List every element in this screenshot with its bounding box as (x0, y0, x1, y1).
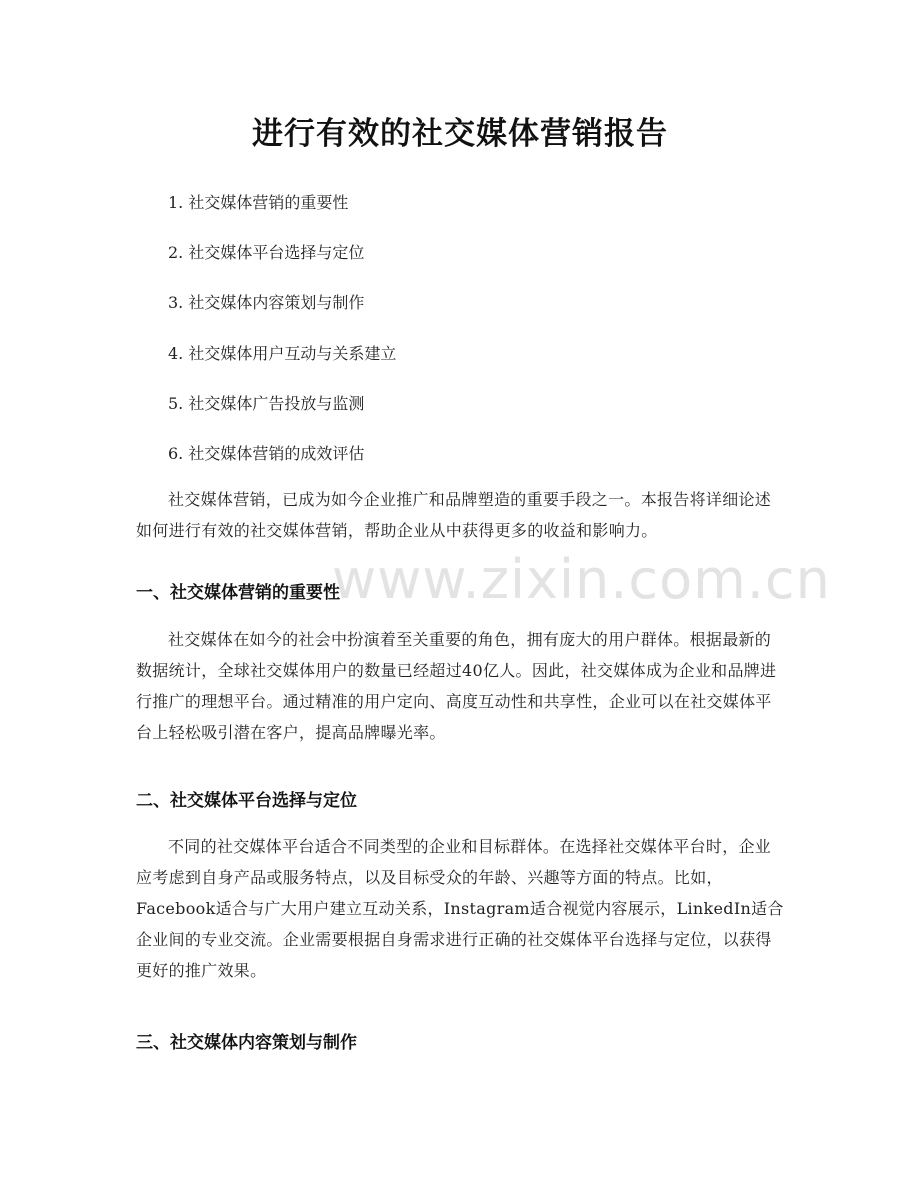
section-heading: 一、社交媒体营销的重要性 (136, 583, 340, 603)
toc-item: 2. 社交媒体平台选择与定位 (168, 243, 365, 262)
section-paragraph: 不同的社交媒体平台适合不同类型的企业和目标群体。在选择社交媒体平台时，企业应考虑到自身产品或服务特点，以及目标受众的年龄、兴趣等方面的特点。比如，Facebook适合与广大用户建立互动关系，Instagram适合视觉内容展示，LinkedIn适合企业间的专业交流。企业需要根据自身需求进行正确的社交媒体平台选择与定位，以获得更好的推广效果。 (136, 837, 784, 980)
toc-item: 3. 社交媒体内容策划与制作 (168, 293, 365, 312)
intro-paragraph: 社交媒体营销，已成为如今企业推广和品牌塑造的重要手段之一。本报告将详细论述如何进行有效的社交媒体营销，帮助企业从中获得更多的收益和影响力。 (136, 490, 772, 540)
document-title: 进行有效的社交媒体营销报告 (252, 116, 668, 152)
section-heading: 三、社交媒体内容策划与制作 (136, 1033, 357, 1053)
section-heading: 二、社交媒体平台选择与定位 (136, 791, 357, 811)
toc-item: 4. 社交媒体用户互动与关系建立 (168, 344, 397, 363)
watermark: www.zixin.com.cn (332, 548, 831, 611)
toc-item: 1. 社交媒体营销的重要性 (168, 193, 349, 212)
section-paragraph: 社交媒体在如今的社会中扮演着至关重要的角色，拥有庞大的用户群体。根据最新的数据统计，全球社交媒体用户的数量已经超过40亿人。因此，社交媒体成为企业和品牌进行推广的理想平台。通过精准的用户定向、高度互动性和共享性，企业可以在社交媒体平台上轻松吸引潜在客户，提高品牌曝光率。 (136, 630, 777, 742)
toc-item: 5. 社交媒体广告投放与监测 (168, 394, 365, 413)
toc-item: 6. 社交媒体营销的成效评估 (168, 444, 365, 463)
